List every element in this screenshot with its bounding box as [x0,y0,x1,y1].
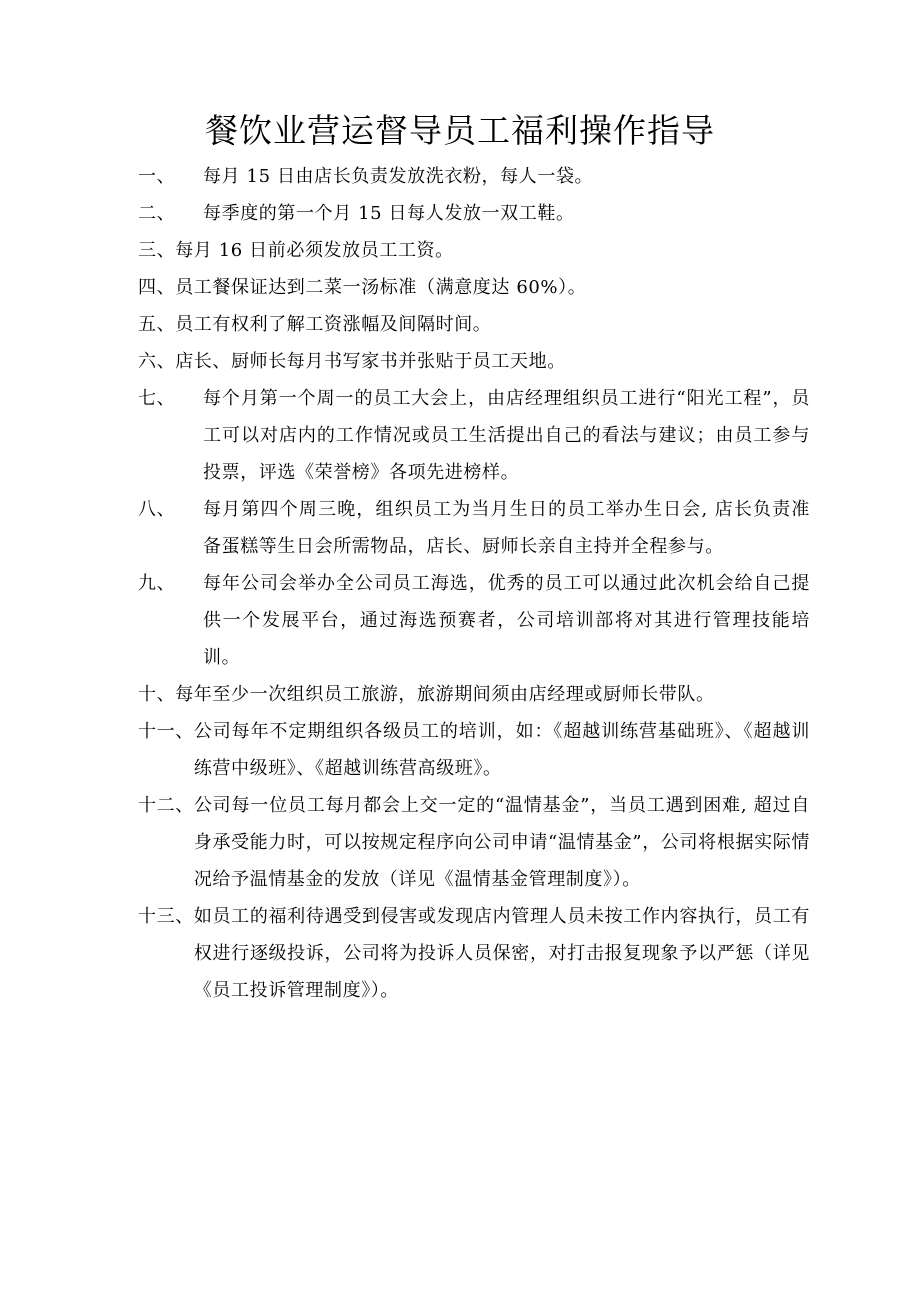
item-number: 一、 [138,166,176,187]
list-item [138,232,810,269]
item-text: 每月 16 日前必须发放员工工资。 [175,240,454,261]
item-number: 八、 [138,499,176,520]
item-text: 如员工的福利待遇受到侵害或发现店内管理人员未按工作内容执行，员工有权进行逐级投诉，公司将为投诉人员保密，对打击报复现象予以严惩（详见《员工投诉管理制度》）。 [193,906,810,1001]
item-number: 五、 [138,314,176,335]
item-text: 每年至少一次组织员工旅游，旅游期间须由店经理或厨师长带队。 [175,684,715,705]
list-item [138,195,810,232]
item-number: 九、 [138,573,176,594]
welfare-item-list [138,158,810,1009]
item-text: 每月 15 日由店长负责发放洗衣粉，每人一袋。 [203,166,594,187]
item-number: 十三、 [138,906,194,927]
list-item [138,306,810,343]
item-number: 四、 [138,277,176,298]
item-text: 每年公司会举办全公司员工海选，优秀的员工可以通过此次机会给自己提供一个发展平台，通过海选预赛者，公司培训部将对其进行管理技能培训。 [203,573,810,668]
list-item [138,787,810,898]
list-item [138,491,810,565]
item-number: 十、 [138,684,176,705]
list-item [138,343,810,380]
list-item [138,269,810,306]
item-text: 员工餐保证达到二菜一汤标准（满意度达 60%）。 [175,277,587,298]
item-text: 每月第四个周三晚，组织员工为当月生日的员工举办生日会, 店长负责准备蛋糕等生日会所需物品，店长、厨师长亲自主持并全程参与。 [203,499,810,557]
item-number: 十二、 [138,795,194,816]
item-number: 三、 [138,240,176,261]
item-number: 七、 [138,388,176,409]
list-item [138,380,810,491]
item-text: 员工有权利了解工资涨幅及间隔时间。 [175,314,492,335]
list-item [138,676,810,713]
item-text: 公司每年不定期组织各级员工的培训，如：《超越训练营基础班》、《超越训练营中级班》、《超越训练营高级班》。 [193,721,810,779]
page-title: 餐饮业营运督导员工福利操作指导 [205,111,715,150]
item-number: 十一、 [138,721,194,742]
list-item [138,565,810,676]
item-text: 每个月第一个周一的员工大会上，由店经理组织员工进行“阳光工程”，员工可以对店内的工作情况或员工生活提出自己的看法与建议；由员工参与投票，评选《荣誉榜》各项先进榜样。 [203,388,810,483]
item-text: 公司每一位员工每月都会上交一定的“温情基金”，当员工遇到困难, 超过自身承受能力时，可以按规定程序向公司申请“温情基金”，公司将根据实际情况给予温情基金的发放（详见《温情基金管理制度》）。 [193,795,810,890]
list-item [138,898,810,1009]
list-item [138,713,810,787]
list-item [138,158,810,195]
item-text: 每季度的第一个月 15 日每人发放一双工鞋。 [203,203,575,224]
item-number: 六、 [138,351,176,372]
item-number: 二、 [138,203,176,224]
item-text: 店长、厨师长每月书写家书并张贴于员工天地。 [175,351,566,372]
